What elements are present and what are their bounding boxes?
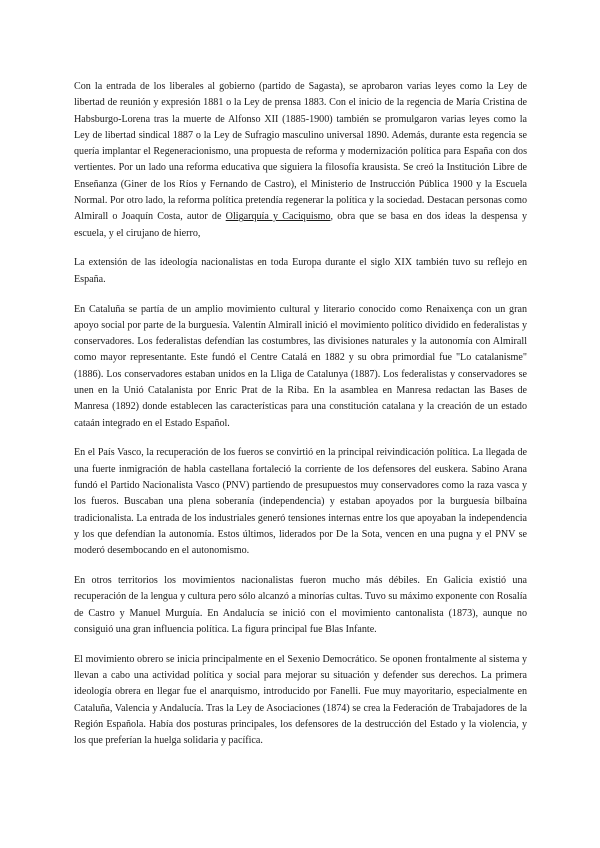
paragraph-movimiento-obrero: El movimiento obrero se inicia principalmente en el Sexenio Democrático. Se oponen frontalmente al sistema y llevan a cabo una actividad política y social para mejorar su situación y defender sus derechos. La primera ideología obrera en llegar fue el anarquismo, introducido por Fanelli. Fue muy mayoritario, especialmente en Cataluña, Valencia y Andalucía. Tras la Ley de Asociaciones (1874) se crea la Federación de Trabajadores de la Región Española. Había dos posturas principales, los defensores de la destrucción del Estado y la violencia, y los que preferían la huelga solidaria y pacífica. <box>74 653 527 747</box>
paragraph-nacionalismos-intro: La extensión de las ideología nacionalistas en toda Europa durante el siglo XIX también tuvo su reflejo en España. <box>74 257 527 285</box>
paragraph-otros-territorios: En otros territorios los movimientos nacionalistas fueron mucho más débiles. En Galicia existió una recuperación de la lengua y cultura pero sólo alcanzó a minorías cultas. Tuvo su máximo exponente con Rosalía de Castro y Manuel Murguía. En Andalucía se inició con el movimiento cantonalista (1873), aunque no consiguió una gran influencia política. La figura principal fue Blas Infante. <box>74 575 527 635</box>
paragraph-text: , obra que se basa en dos ideas la despensa y escuela, y el cirujano de hierro, <box>74 211 527 239</box>
book-title-oligarquia: Oligarquía y Caciquismo <box>225 211 331 223</box>
paragraph-text: Con la entrada de los liberales al gobierno (partido de Sagasta), se aprobaron varias leyes como la Ley de libertad de reunión y expresión 1881 o la Ley de prensa 1883. Con el inicio de la regencia de María Cristina de Habsburgo-Lorena tras la muerte de Alfonso XII (1885-1900) también se promulgaron varias leyes como la Ley de libertad sindical 1887 o la Ley de Sufragio masculino universal 1890. Además, durante esta regencia se quería implantar el Regeneracionismo, una propuesta de reforma y modernización política para España con dos vertientes. Por un lado una reforma educativa que siguiera la filosofía krausista. Se creó la Institución Libre de Enseñanza (Giner de los Ríos y Fernando de Castro), el Ministerio de Instrucción Pública 1900 y la Escuela Normal. Por otro lado, la reforma política pretendía regenerar la política y la sociedad. Destacan personas como Almirall o Joaquín Costa, autor de <box>74 81 527 223</box>
paragraph-cataluna: En Cataluña se partía de un amplio movimiento cultural y literario conocido como Renaixença con un gran apoyo social por parte de la burguesía. Valentín Almirall inició el movimiento político dividido en federalistas y conservadores. Los federalistas defendían las costumbres, las divisiones naturales y la autonomía con Almirall como mayor representante. Este fundó el Centre Catalá en 1882 y su obra primordial fue "Lo catalanisme" (1886). Los conservadores estaban unidos en la Lliga de Catalunya (1887). Los federalistas y conservadores se unen en la Unió Catalanista por Enric Prat de la Riba. En la asamblea en Manresa redactan las Bases de Manresa (1892) donde establecen las características para una constitución catalana y la creación de un estado cataán integrado en el Estado Español. <box>74 303 527 429</box>
paragraph-pais-vasco: En el País Vasco, la recuperación de los fueros se convirtió en la principal reivindicación política. La llegada de una fuerte inmigración de habla castellana fortaleció la corriente de los defensores del euskera. Sabino Arana fundó el Partido Nacionalista Vasco (PNV) partiendo de presupuestos muy conservadores como la raza vasca y los fueros. Buscaban una plena soberanía (independencia) y estaban apoyados por la burguesía bilbaína tradicionalista. La entrada de los industriales generó tensiones internas entre los que apoyaban la independencia y los que defendían la autonomía. Estos últimos, liderados por De la Sota, vencen en una pugna y el PNV se moderó desembocando en el autonomismo. <box>74 447 527 557</box>
document-body <box>74 79 527 763</box>
paragraph-regeneracionismo <box>74 79 527 242</box>
